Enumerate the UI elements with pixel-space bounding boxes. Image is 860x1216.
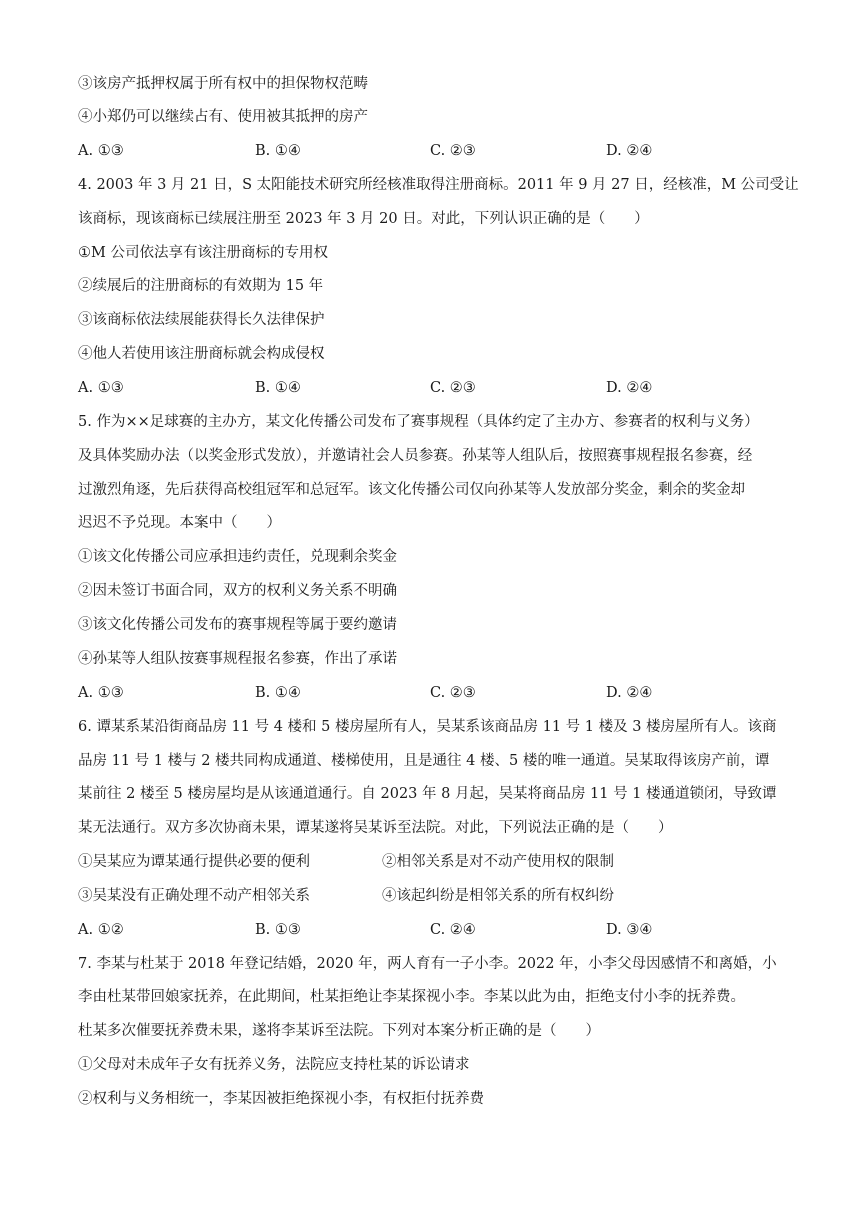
q3-statement-3: ③该房产抵押权属于所有权中的担保物权范畴 [78,76,368,92]
q4-stem-line-1: 4. 2003 年 3 月 21 日，S 太阳能技术研究所经核准取得注册商标。2011 年 9 月 27 日，经核准，M 公司受让 [78,177,799,193]
q6-stem-line-2: 品房 11 号 1 楼与 2 楼共同构成通道、楼梯使用，且是通往 4 楼、5 楼的唯一通道。吴某取得该房产前，谭 [78,753,770,769]
q6-stem-line-3: 某前往 2 楼至 5 楼房屋均是从该通道通行。自 2023 年 8 月起，吴某将商品房 11 号 1 楼通道锁闭，导致谭 [78,786,777,802]
q5-option-d[interactable]: D. ②④ [606,685,653,701]
q3-option-d[interactable]: D. ②④ [606,143,653,159]
q6-option-c[interactable]: C. ②④ [430,922,476,938]
q5-statement-1: ①该文化传播公司应承担违约责任，兑现剩余奖金 [78,549,397,565]
q6-options [78,920,784,940]
q5-stem-line-3: 过激烈角逐，先后获得高校组冠军和总冠军。该文化传播公司仅向孙某等人发放部分奖金，剩余的奖金却 [78,482,745,498]
q4-option-c[interactable]: C. ②③ [430,380,476,396]
q4-option-d[interactable]: D. ②④ [606,380,653,396]
q6-option-a[interactable]: A. ①② [78,922,124,938]
q6-statements-row-2 [78,886,784,906]
q7-statement-1: ①父母对未成年子女有抚养义务，法院应支持杜某的诉讼请求 [78,1057,470,1073]
q6-option-b[interactable]: B. ①③ [255,922,301,938]
q5-stem-line-2: 及具体奖励办法（以奖金形式发放），并邀请社会人员参赛。孙某等人组队后，按照赛事规程报名参赛，经 [78,448,753,464]
q7-statement-2: ②权利与义务相统一，李某因被拒绝探视小李，有权拒付抚养费 [78,1091,484,1107]
q4-statement-1: ①M 公司依法享有该注册商标的专用权 [78,245,328,261]
q5-stem-line-1: 5. 作为××足球赛的主办方，某文化传播公司发布了赛事规程（具体约定了主办方、参赛者的权利与义务） [78,414,759,430]
q5-option-b[interactable]: B. ①④ [255,685,301,701]
q4-statement-4: ④他人若使用该注册商标就会构成侵权 [78,346,325,362]
q6-option-d[interactable]: D. ③④ [606,922,653,938]
q4-stem-line-2: 该商标，现该商标已续展注册至 2023 年 3 月 20 日。对此，下列认识正确的是（ ） [78,211,649,227]
q7-stem-line-1: 7. 李某与杜某于 2018 年登记结婚，2020 年，两人育有一子小李。2022 年，小李父母因感情不和离婚，小 [78,956,777,972]
q5-options [78,683,784,703]
q3-option-a[interactable]: A. ①③ [78,143,124,159]
q3-options [78,141,784,161]
q6-statement-2: ②相邻关系是对不动产使用权的限制 [382,854,614,870]
q6-statement-3: ③吴某没有正确处理不动产相邻关系 [78,888,310,904]
q3-statement-4: ④小郑仍可以继续占有、使用被其抵押的房产 [78,109,368,125]
q6-stem-line-4: 某无法通行。双方多次协商未果，谭某遂将吴某诉至法院。对此，下列说法正确的是（ ） [78,820,673,836]
q5-stem-line-4: 迟迟不予兑现。本案中（ ） [78,515,281,531]
q3-option-c[interactable]: C. ②③ [430,143,476,159]
q6-statement-4: ④该起纠纷是相邻关系的所有权纠纷 [382,888,614,904]
q4-option-b[interactable]: B. ①④ [255,380,301,396]
q5-statement-3: ③该文化传播公司发布的赛事规程等属于要约邀请 [78,617,397,633]
q3-option-b[interactable]: B. ①④ [255,143,301,159]
q7-stem-line-2: 李由杜某带回娘家抚养，在此期间，杜某拒绝让李某探视小李。李某以此为由，拒绝支付小李的抚养费。 [78,989,745,1005]
q6-statements-row-1 [78,852,784,872]
q5-statement-4: ④孙某等人组队按赛事规程报名参赛，作出了承诺 [78,651,397,667]
q4-statement-2: ②续展后的注册商标的有效期为 15 年 [78,278,324,294]
q6-statement-1: ①吴某应为谭某通行提供必要的便利 [78,854,310,870]
q7-stem-line-3: 杜某多次催要抚养费未果，遂将李某诉至法院。下列对本案分析正确的是（ ） [78,1023,600,1039]
q5-statement-2: ②因未签订书面合同，双方的权利义务关系不明确 [78,583,397,599]
q4-options [78,378,784,398]
q5-option-c[interactable]: C. ②③ [430,685,476,701]
q4-option-a[interactable]: A. ①③ [78,380,124,396]
q6-stem-line-1: 6. 谭某系某沿街商品房 11 号 4 楼和 5 楼房屋所有人，吴某系该商品房 11 号 1 楼及 3 楼房屋所有人。该商 [78,719,777,735]
q4-statement-3: ③该商标依法续展能获得长久法律保护 [78,312,325,328]
q5-option-a[interactable]: A. ①③ [78,685,124,701]
